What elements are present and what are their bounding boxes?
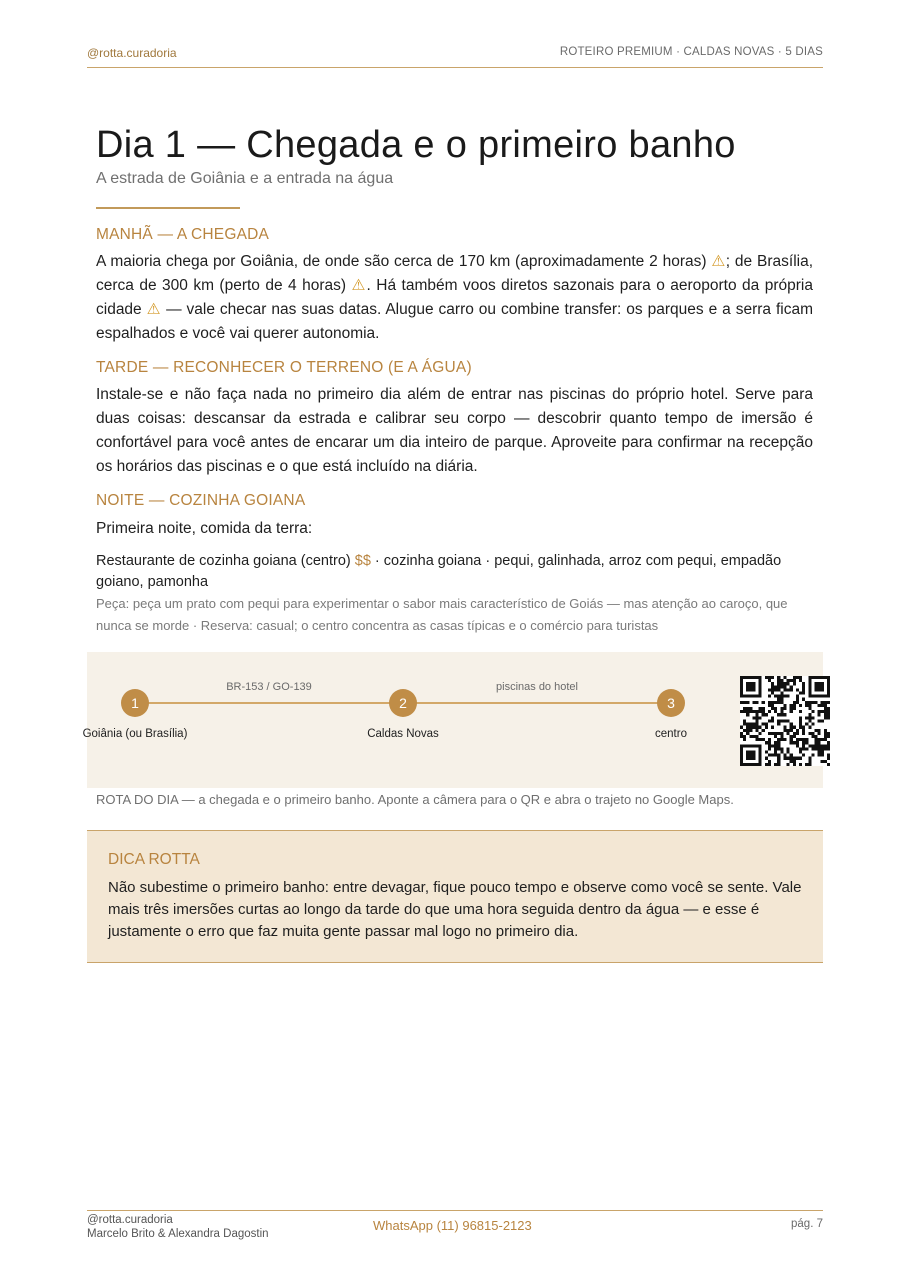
night-heading: NOITE — COZINHA GOIANA [96, 492, 306, 509]
tip-box [87, 830, 823, 963]
route-segment-label: piscinas do hotel [496, 681, 578, 693]
warning-icon: ⚠ [146, 301, 162, 318]
footer-handle: @rotta.curadoria [87, 1214, 173, 1226]
morning-heading: MANHÃ — A CHEGADA [96, 226, 270, 243]
day-subtitle: A estrada de Goiânia e a entrada na água [96, 170, 394, 187]
footer-credits [87, 1213, 269, 1241]
route-stop-label: Goiânia (ou Brasília) [82, 728, 188, 740]
qr-code-icon[interactable] [740, 676, 830, 766]
header-doc-label: ROTEIRO PREMIUM · CALDAS NOVAS · 5 DIAS [559, 46, 823, 58]
restaurant-entry [96, 551, 813, 593]
page-footer [87, 1210, 823, 1240]
route-caption: ROTA DO DIA — a chegada e o primeiro banho. Aponte a câmera para o QR e abra o trajeto no Google Maps. [96, 792, 734, 807]
morning-paragraph: A maioria chega por Goiânia, de onde são cerca de 170 km (aproximadamente 2 horas) ⚠; de Brasília, cerca de 300 km (perto de 4 horas) ⚠. Há também voos diretos sazonais para o aeroporto da própria cidade ⚠ — vale checar nas suas datas. Alugue carro ou combine transfer: os parques e a serra ficam espalhados e você vai querer autonomia. [96, 253, 814, 342]
route-stop-label: centro [655, 728, 687, 740]
warning-icon: ⚠ [711, 253, 726, 270]
day-title: Dia 1 — Chegada e o primeiro banho [96, 124, 736, 166]
route-stop-marker: 2 [389, 689, 417, 717]
afternoon-paragraph: Instale-se e não faça nada no primeiro dia além de entrar nas piscinas do próprio hotel. Serve para duas coisas: descansar da estrada e calibrar seu corpo — descobrir quanto tempo de imersão é confortável para você antes de encarar um dia inteiro de parque. Aproveite para confirmar na recepção os horários das piscinas e o que está incluído na diária. [96, 386, 813, 475]
route-segment-line [135, 702, 403, 704]
route-stop-label: Caldas Novas [367, 728, 439, 740]
tip-body: Não subestime o primeiro banho: entre devagar, fique pouco tempo e observe como você se sente. Vale mais três imersões curtas ao longo da tarde do que uma hora seguida dentro da água — e esse é justamente o erro que faz muita gente passar mal logo no primeiro dia. [108, 879, 802, 940]
night-intro: Primeira noite, comida da terra: [96, 520, 313, 537]
page-header [87, 46, 823, 68]
header-handle: @rotta.curadoria [87, 46, 177, 60]
restaurant-note: Peça: peça um prato com pequi para experimentar o sabor mais característico de Goiás — mas atenção ao caroço, que nunca se morde · Reserva: casual; o centro concentra as casas típicas e o comércio para turistas [96, 596, 788, 633]
route-segment-line [403, 702, 671, 704]
warning-icon: ⚠ [351, 277, 367, 294]
title-divider [96, 207, 240, 209]
page-number: pág. 7 [791, 1218, 823, 1230]
restaurant-description: · cozinha goiana · pequi, galinhada, arroz com pequi, empadão goiano, pamonha [96, 553, 782, 590]
route-stop-marker: 1 [121, 689, 149, 717]
price-badge: $$ [354, 553, 371, 569]
route-map [87, 652, 823, 788]
whatsapp-contact[interactable]: WhatsApp (11) 96815-2123 [373, 1218, 532, 1233]
afternoon-heading: TARDE — RECONHECER O TERRENO (E A ÁGUA) [96, 359, 472, 376]
route-segment-label: BR-153 / GO-139 [226, 681, 312, 693]
footer-authors: Marcelo Brito & Alexandra Dagostin [87, 1228, 269, 1240]
route-stop-marker: 3 [657, 689, 685, 717]
tip-title: DICA ROTTA [108, 851, 200, 868]
restaurant-name: Restaurante de cozinha goiana (centro) [96, 553, 351, 569]
